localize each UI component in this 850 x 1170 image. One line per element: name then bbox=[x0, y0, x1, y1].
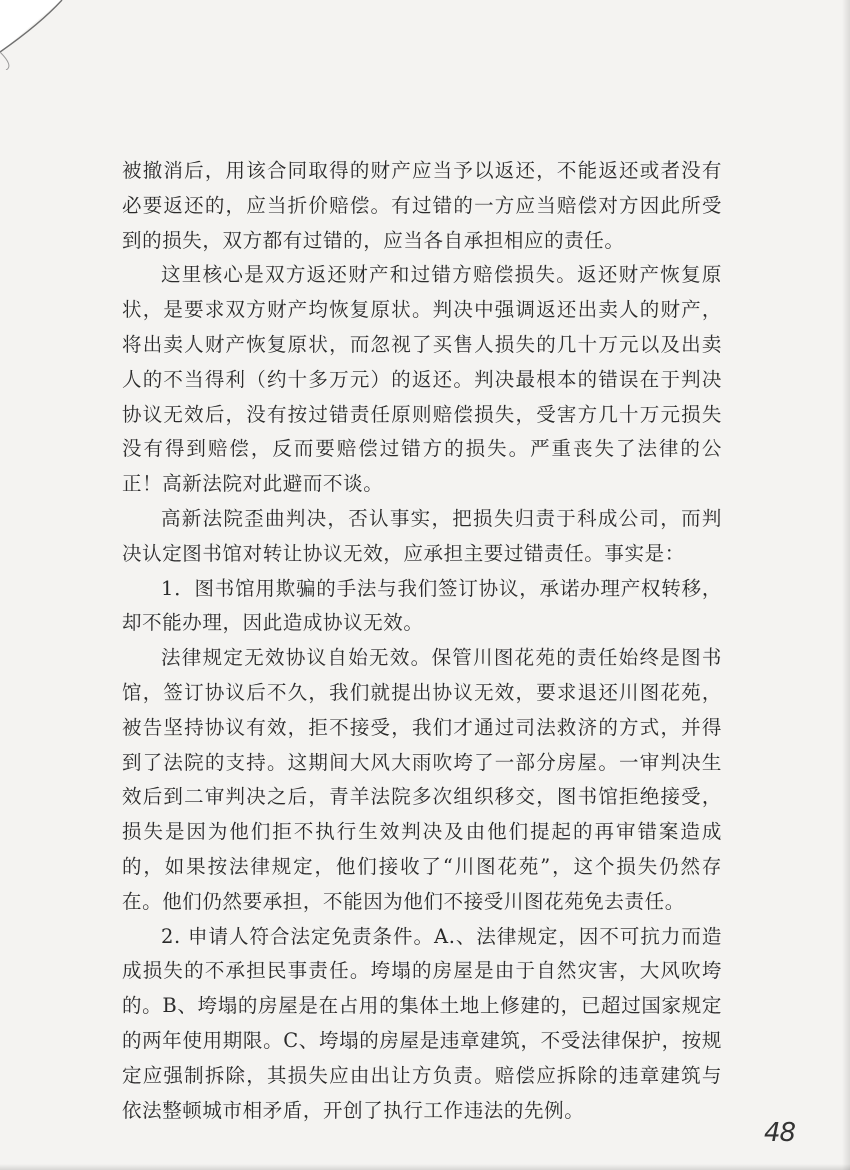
paragraph-gaoxin-court: 高新法院歪曲判决，否认事实，把损失归责于科成公司，而判决认定图书馆对转让协议无效，应承担主要过错责任。事实是： bbox=[122, 506, 722, 565]
paragraph-point-1: 1．图书馆用欺骗的手法与我们签订协议，承诺办理产权转移，却不能办理，因此造成协议无效。 bbox=[122, 576, 722, 635]
paragraph-invalid-agreement: 法律规定无效协议自始无效。保管川图花苑的责任始终是图书馆，签订协议后不久，我们就提出协议无效，要求退还川图花苑，被告坚持协议有效，拒不接受，我们才通过司法救济的方式，并得到了法院的支持。这期间大风大雨吹垮了一部分房屋。一审判决生效后到二审判决之后，青羊法院多次组织移交，图书馆拒绝接受，损失是因为他们拒不执行生效判决及由他们提起的再审错案造成的，如果按法律规定，他们接收了“川图花苑”，这个损失仍然存在。他们仍然要承担，不能因为他们不接受川图花苑免去责任。 bbox=[122, 646, 722, 913]
document-body bbox=[122, 154, 722, 1128]
paragraph-core-issue: 这里核心是双方返还财产和过错方赔偿损失。返还财产恢复原状，是要求双方财产均恢复原状。判决中强调返还出卖人的财产，将出卖人财产恢复原状，而忽视了买售人损失的几十万元以及出卖人的不当得利（约十多万元）的返还。判决最根本的错误在于判决协议无效后，没有按过错责任原则赔偿损失，受害方几十万元损失没有得到赔偿，反而要赔偿过错方的损失。严重丧失了法律的公正！高新法院对此避而不谈。 bbox=[122, 263, 722, 496]
scan-shadow-right bbox=[842, 0, 850, 1170]
paragraph-continuation: 被撤消后，用该合同取得的财产应当予以返还，不能返还或者没有必要返还的，应当折价赔偿。有过错的一方应当赔偿对方因此所受到的损失，双方都有过错的，应当各自承担相应的责任。 bbox=[122, 159, 722, 252]
handwritten-page-number: 48 bbox=[764, 1118, 796, 1148]
folded-corner-mark bbox=[0, 0, 90, 70]
scan-shadow-bottom bbox=[0, 1164, 850, 1170]
paragraph-point-2: 2. 申请人符合法定免责条件。A.、法律规定，因不可抗力而造成损失的不承担民事责任。垮塌的房屋是由于自然灾害，大风吹垮的。B、垮塌的房屋是在占用的集体土地上修建的，已超过国家规定的两年使用期限。C、垮塌的房屋是违章建筑，不受法律保护，按规定应强制拆除，其损失应由出让方负责。赔偿应拆除的违章建筑与依法整顿城市相矛盾，开创了执行工作违法的先例。 bbox=[122, 924, 722, 1122]
